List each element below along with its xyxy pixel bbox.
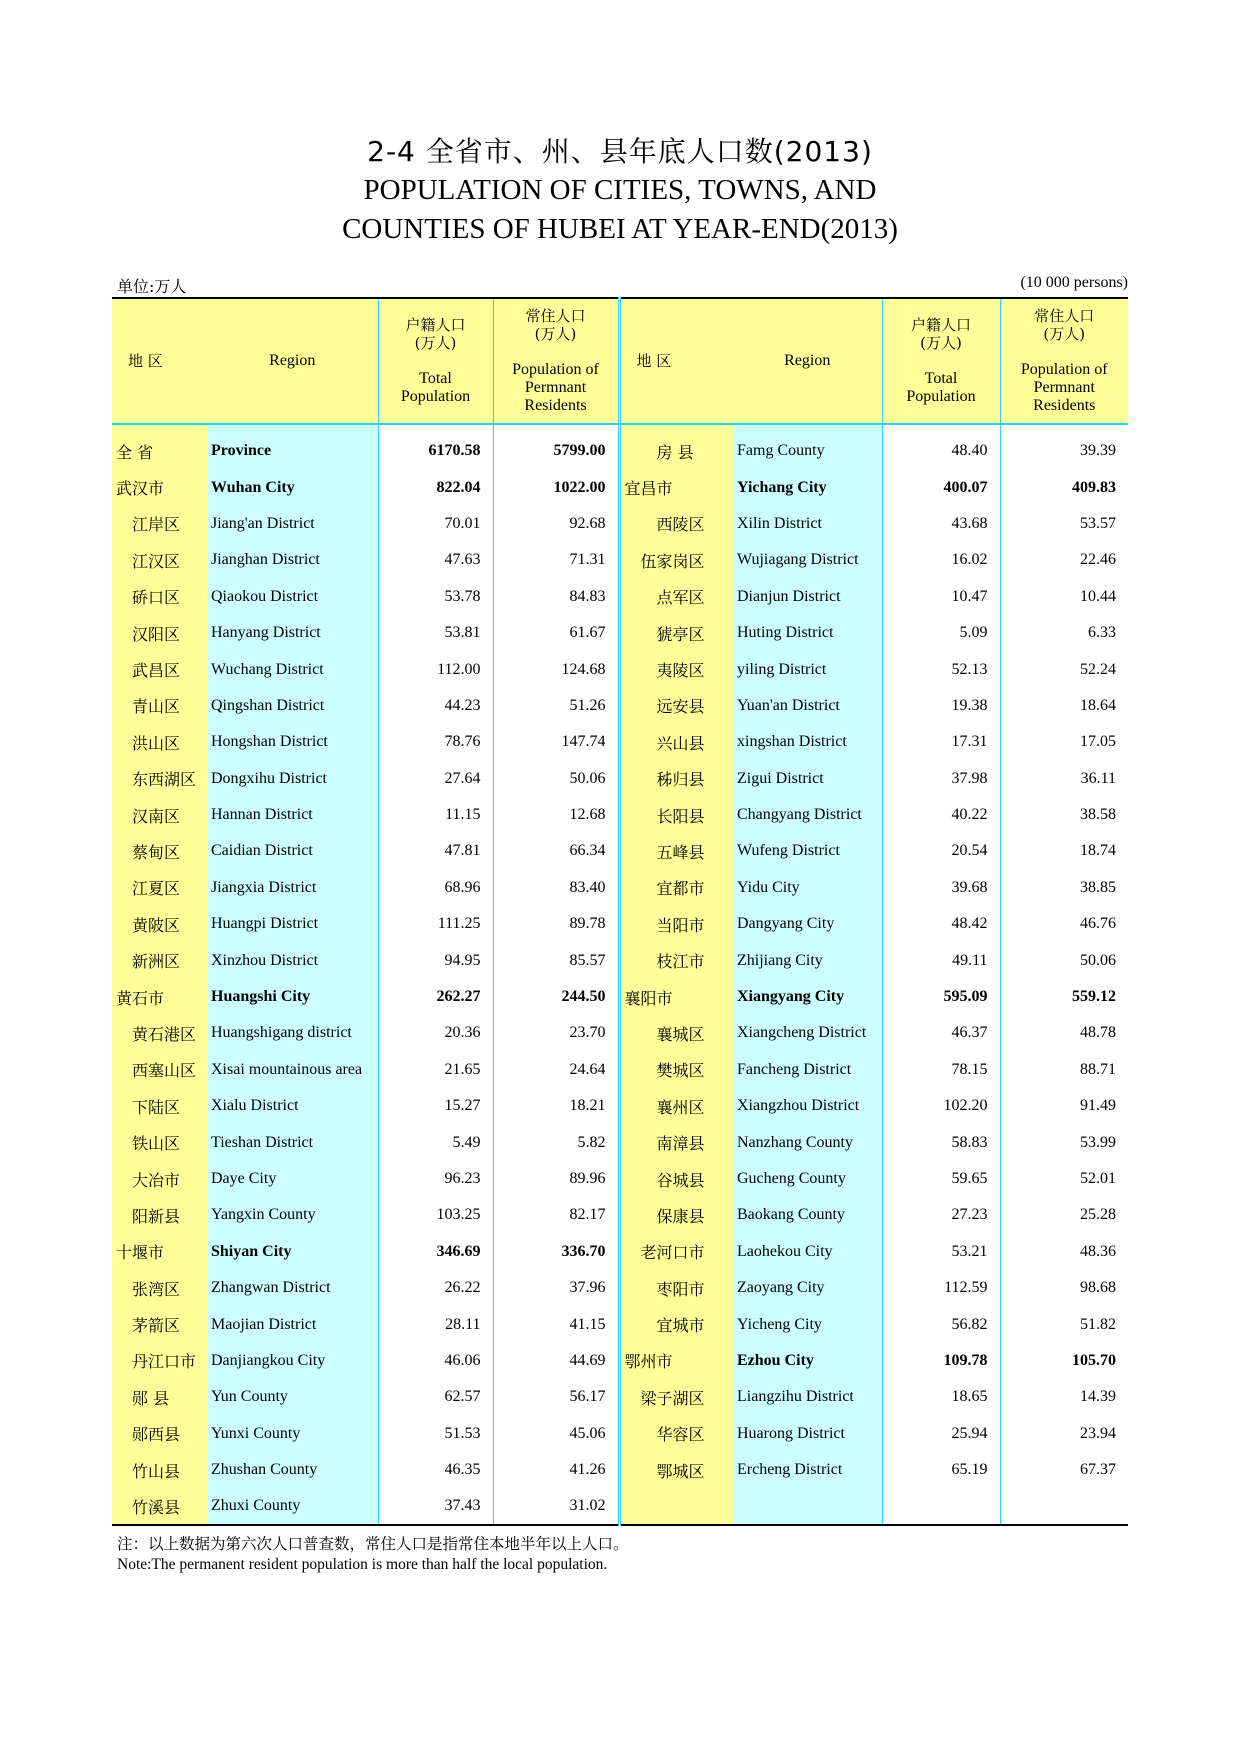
region-en-cell: Wujiagang District (733, 542, 882, 578)
region-en-cell: Zhushan County (207, 1452, 378, 1488)
region-en-cell: Yangxin County (207, 1197, 378, 1233)
note-english: Note:The permanent resident population is more than half the local population. (117, 1556, 608, 1573)
total-population-cell: 28.11 (378, 1306, 493, 1342)
table-row (112, 1124, 1128, 1160)
permanent-population-cell: 91.49 (1080, 1097, 1116, 1115)
permanent-population-cell: 66.34 (493, 833, 619, 869)
header-total-left: 户籍人口 (万人) Total Population (378, 298, 493, 424)
region-zh-cell: 伍家岗区 (619, 542, 733, 578)
region-zh-cell: 房 县 (619, 433, 733, 469)
permanent-population-cell: 45.06 (493, 1416, 619, 1452)
total-population-cell: 6170.58 (378, 433, 493, 469)
region-en-cell: Zaoyang City (733, 1270, 882, 1306)
region-en-cell: Yun County (207, 1379, 378, 1415)
table-spacer-row (112, 424, 1128, 433)
permanent-population-cell: 44.69 (493, 1343, 619, 1379)
region-en-cell: Hongshan District (207, 724, 378, 760)
permanent-population-cell: 124.68 (493, 651, 619, 687)
total-population-cell: 78.76 (378, 724, 493, 760)
region-zh-cell: 铁山区 (112, 1124, 207, 1160)
region-en-cell: Wufeng District (733, 833, 882, 869)
total-population-cell: 19.38 (882, 688, 1000, 724)
region-en-cell: Caidian District (207, 833, 378, 869)
total-population-cell: 346.69 (378, 1234, 493, 1270)
total-population-cell: 26.22 (378, 1270, 493, 1306)
region-en-cell: Yuan'an District (733, 688, 882, 724)
permanent-population-cell: 36.11 (1080, 769, 1116, 787)
total-population-cell: 262.27 (378, 979, 493, 1015)
total-population-cell: 70.01 (378, 506, 493, 542)
permanent-population-cell: 98.68 (1080, 1279, 1116, 1297)
total-population-cell: 112.59 (882, 1270, 1000, 1306)
permanent-population-cell: 53.57 (1080, 514, 1116, 532)
region-en-cell: Huangshi City (207, 979, 378, 1015)
table-row (112, 615, 1128, 651)
region-en-cell: Laohekou City (733, 1234, 882, 1270)
region-en-cell: Xiangcheng District (733, 1015, 882, 1051)
total-population-cell: 94.95 (378, 942, 493, 978)
total-population-cell: 51.53 (378, 1416, 493, 1452)
total-population-cell: 103.25 (378, 1197, 493, 1233)
region-en-cell: Xilin District (733, 506, 882, 542)
region-en-cell: Famg County (733, 433, 882, 469)
unit-label-chinese: 单位:万人 (117, 277, 187, 296)
total-population-cell: 112.00 (378, 651, 493, 687)
permanent-population-cell (1000, 1488, 1128, 1524)
permanent-population-cell: 105.70 (1072, 1351, 1116, 1369)
header-perm-right: 常住人口 (万人) Population of Permnant Residents (1000, 298, 1128, 424)
region-zh-cell: 郧西县 (112, 1416, 207, 1452)
permanent-population-cell: 6.33 (1088, 624, 1116, 642)
total-population-cell: 46.35 (378, 1452, 493, 1488)
region-zh-cell: 洪山区 (112, 724, 207, 760)
region-zh-cell: 张湾区 (112, 1270, 207, 1306)
table-body (112, 424, 1128, 1525)
region-zh-cell: 襄城区 (619, 1015, 733, 1051)
permanent-population-cell: 37.96 (493, 1270, 619, 1306)
region-en-cell: Jiang'an District (207, 506, 378, 542)
region-en-cell: Dongxihu District (207, 761, 378, 797)
title-chinese: 2-4 全省市、州、县年底人口数(2013) (367, 135, 873, 168)
region-zh-cell: 长阳县 (619, 797, 733, 833)
table-row (112, 797, 1128, 833)
table-row (112, 1088, 1128, 1124)
permanent-population-cell: 336.70 (493, 1234, 619, 1270)
region-zh-cell: 保康县 (619, 1197, 733, 1233)
total-population-cell: 11.15 (378, 797, 493, 833)
total-population-cell: 53.21 (882, 1234, 1000, 1270)
permanent-population-cell: 48.36 (1080, 1242, 1116, 1260)
table-row (112, 651, 1128, 687)
region-en-cell: Hanyang District (207, 615, 378, 651)
region-zh-cell: 竹溪县 (112, 1488, 207, 1524)
region-zh-cell: 南漳县 (619, 1124, 733, 1160)
region-zh-cell: 五峰县 (619, 833, 733, 869)
table-row (112, 724, 1128, 760)
region-zh-cell: 江夏区 (112, 870, 207, 906)
region-en-cell: Changyang District (733, 797, 882, 833)
region-en-cell: Zigui District (733, 761, 882, 797)
region-zh-cell: 枣阳市 (619, 1270, 733, 1306)
permanent-population-cell: 23.94 (1080, 1424, 1116, 1442)
table-row (112, 1015, 1128, 1051)
permanent-population-cell: 82.17 (493, 1197, 619, 1233)
permanent-population-cell: 17.05 (1080, 733, 1116, 751)
permanent-population-cell: 50.06 (1080, 951, 1116, 969)
permanent-population-cell: 50.06 (493, 761, 619, 797)
total-population-cell: 37.98 (882, 761, 1000, 797)
region-zh-cell: 西陵区 (619, 506, 733, 542)
table-row (112, 761, 1128, 797)
permanent-population-cell: 46.76 (1080, 915, 1116, 933)
permanent-population-cell: 51.26 (493, 688, 619, 724)
total-population-cell: 37.43 (378, 1488, 493, 1524)
permanent-population-cell: 5799.00 (493, 433, 619, 469)
region-zh-cell: 谷城县 (619, 1161, 733, 1197)
region-en-cell: Huangshigang district (207, 1015, 378, 1051)
total-population-cell: 59.65 (882, 1161, 1000, 1197)
permanent-population-cell: 48.78 (1080, 1024, 1116, 1042)
permanent-population-cell: 14.39 (1080, 1388, 1116, 1406)
region-zh-cell: 丹江口市 (112, 1343, 207, 1379)
region-zh-cell: 宜城市 (619, 1306, 733, 1342)
region-zh-cell: 华容区 (619, 1416, 733, 1452)
region-zh-cell: 猇亭区 (619, 615, 733, 651)
region-zh-cell: 黄陂区 (112, 906, 207, 942)
permanent-population-cell: 56.17 (493, 1379, 619, 1415)
permanent-population-cell: 31.02 (493, 1488, 619, 1524)
region-en-cell: Xinzhou District (207, 942, 378, 978)
region-en-cell: Daye City (207, 1161, 378, 1197)
region-zh-cell: 秭归县 (619, 761, 733, 797)
population-table (112, 297, 1128, 1526)
table-row (112, 1197, 1128, 1233)
title-english-line1: POPULATION OF CITIES, TOWNS, AND (363, 174, 877, 206)
region-en-cell: Shiyan City (207, 1234, 378, 1270)
permanent-population-cell: 18.21 (493, 1088, 619, 1124)
region-en-cell: Yicheng City (733, 1306, 882, 1342)
total-population-cell: 48.42 (882, 906, 1000, 942)
table-row (112, 1416, 1128, 1452)
permanent-population-cell: 92.68 (493, 506, 619, 542)
region-zh-cell: 黄石市 (112, 979, 207, 1015)
permanent-population-cell: 88.71 (1080, 1060, 1116, 1078)
permanent-population-cell: 147.74 (493, 724, 619, 760)
total-population-cell: 46.37 (882, 1015, 1000, 1051)
table-row (112, 1343, 1128, 1379)
region-en-cell: Danjiangkou City (207, 1343, 378, 1379)
total-population-cell: 20.54 (882, 833, 1000, 869)
table-row (112, 1452, 1128, 1488)
region-en-cell: Zhangwan District (207, 1270, 378, 1306)
permanent-population-cell: 25.28 (1080, 1206, 1116, 1224)
region-en-cell: Maojian District (207, 1306, 378, 1342)
permanent-population-cell: 52.24 (1080, 660, 1116, 678)
table-row (112, 833, 1128, 869)
region-zh-cell: 襄州区 (619, 1088, 733, 1124)
permanent-population-cell: 24.64 (493, 1052, 619, 1088)
region-zh-cell: 大冶市 (112, 1161, 207, 1197)
permanent-population-cell: 51.82 (1080, 1315, 1116, 1333)
region-zh-cell: 枝江市 (619, 942, 733, 978)
total-population-cell: 56.82 (882, 1306, 1000, 1342)
region-en-cell: Gucheng County (733, 1161, 882, 1197)
total-population-cell: 47.81 (378, 833, 493, 869)
region-zh-cell: 夷陵区 (619, 651, 733, 687)
total-population-cell: 5.09 (882, 615, 1000, 651)
region-en-cell: Xisai mountainous area (207, 1052, 378, 1088)
total-population-cell: 25.94 (882, 1416, 1000, 1452)
total-population-cell: 53.78 (378, 579, 493, 615)
region-en-cell: Yichang City (733, 469, 882, 505)
region-zh-cell: 竹山县 (112, 1452, 207, 1488)
table-row (112, 942, 1128, 978)
region-en-cell: Nanzhang County (733, 1124, 882, 1160)
total-population-cell: 78.15 (882, 1052, 1000, 1088)
header-total-right: 户籍人口 (万人) Total Population (882, 298, 1000, 424)
region-zh-cell: 下陆区 (112, 1088, 207, 1124)
total-population-cell: 102.20 (882, 1088, 1000, 1124)
table-row (112, 979, 1128, 1015)
header-region-en-left: Region (207, 298, 378, 424)
table-row (112, 1052, 1128, 1088)
table-row (112, 688, 1128, 724)
region-en-cell: Xialu District (207, 1088, 378, 1124)
region-en-cell: Xiangzhou District (733, 1088, 882, 1124)
permanent-population-cell: 89.78 (493, 906, 619, 942)
region-en-cell: Jianghan District (207, 542, 378, 578)
region-en-cell: Zhuxi County (207, 1488, 378, 1524)
total-population-cell: 65.19 (882, 1452, 1000, 1488)
region-en-cell: Qiaokou District (207, 579, 378, 615)
permanent-population-cell: 38.58 (1080, 806, 1116, 824)
permanent-population-cell: 409.83 (1072, 478, 1116, 496)
region-zh-cell: 青山区 (112, 688, 207, 724)
header-region-zh-right: 地 区 (619, 298, 733, 424)
permanent-population-cell: 85.57 (493, 942, 619, 978)
table-row (112, 1234, 1128, 1270)
table-row (112, 1270, 1128, 1306)
region-zh-cell: 鄂州市 (619, 1343, 733, 1379)
region-zh-cell: 汉阳区 (112, 615, 207, 651)
total-population-cell: 48.40 (882, 433, 1000, 469)
permanent-population-cell: 1022.00 (493, 469, 619, 505)
note-chinese: 注：以上数据为第六次人口普查数，常住人口是指常住本地半年以上人口。 (117, 1535, 629, 1553)
permanent-population-cell: 18.74 (1080, 842, 1116, 860)
total-population-cell: 16.02 (882, 542, 1000, 578)
region-zh-cell: 黄石港区 (112, 1015, 207, 1051)
total-population-cell: 17.31 (882, 724, 1000, 760)
total-population-cell: 109.78 (882, 1343, 1000, 1379)
permanent-population-cell: 22.46 (1080, 551, 1116, 569)
permanent-population-cell: 61.67 (493, 615, 619, 651)
permanent-population-cell: 41.26 (493, 1452, 619, 1488)
region-zh-cell (619, 1488, 733, 1524)
total-population-cell: 21.65 (378, 1052, 493, 1088)
table-row (112, 542, 1128, 578)
region-zh-cell: 远安县 (619, 688, 733, 724)
region-zh-cell: 武昌区 (112, 651, 207, 687)
region-en-cell: Dianjun District (733, 579, 882, 615)
total-population-cell: 18.65 (882, 1379, 1000, 1415)
permanent-population-cell: 12.68 (493, 797, 619, 833)
permanent-population-cell: 89.96 (493, 1161, 619, 1197)
region-en-cell: Tieshan District (207, 1124, 378, 1160)
total-population-cell: 27.23 (882, 1197, 1000, 1233)
region-en-cell: Yunxi County (207, 1416, 378, 1452)
region-zh-cell: 老河口市 (619, 1234, 733, 1270)
table-row (112, 469, 1128, 505)
region-en-cell: Huarong District (733, 1416, 882, 1452)
table-row (112, 870, 1128, 906)
total-population-cell: 10.47 (882, 579, 1000, 615)
region-en-cell: Baokang County (733, 1197, 882, 1233)
header-region-en-right: Region (733, 298, 882, 424)
region-zh-cell: 全 省 (112, 433, 207, 469)
permanent-population-cell: 39.39 (1080, 442, 1116, 460)
region-zh-cell: 江岸区 (112, 506, 207, 542)
permanent-population-cell: 559.12 (1072, 988, 1116, 1006)
region-zh-cell: 兴山县 (619, 724, 733, 760)
permanent-population-cell: 83.40 (493, 870, 619, 906)
total-population-cell: 46.06 (378, 1343, 493, 1379)
total-population-cell: 400.07 (882, 469, 1000, 505)
header-perm-left: 常住人口 (万人) Population of Permnant Residents (493, 298, 619, 424)
unit-label-english: (10 000 persons) (1020, 274, 1128, 291)
region-en-cell: xingshan District (733, 724, 882, 760)
total-population-cell: 595.09 (882, 979, 1000, 1015)
region-zh-cell: 当阳市 (619, 906, 733, 942)
total-population-cell: 58.83 (882, 1124, 1000, 1160)
region-en-cell: Zhijiang City (733, 942, 882, 978)
table-header-row (112, 298, 1128, 424)
permanent-population-cell: 38.85 (1080, 878, 1116, 896)
region-en-cell: Hannan District (207, 797, 378, 833)
region-en-cell: Huangpi District (207, 906, 378, 942)
permanent-population-cell: 10.44 (1080, 587, 1116, 605)
total-population-cell: 96.23 (378, 1161, 493, 1197)
region-zh-cell: 江汉区 (112, 542, 207, 578)
region-zh-cell: 硚口区 (112, 579, 207, 615)
table-row (112, 506, 1128, 542)
total-population-cell: 44.23 (378, 688, 493, 724)
region-zh-cell: 阳新县 (112, 1197, 207, 1233)
header-region-zh-left: 地 区 (112, 298, 207, 424)
region-zh-cell: 宜都市 (619, 870, 733, 906)
region-zh-cell: 宜昌市 (619, 469, 733, 505)
permanent-population-cell: 23.70 (493, 1015, 619, 1051)
permanent-population-cell: 18.64 (1080, 696, 1116, 714)
total-population-cell: 52.13 (882, 651, 1000, 687)
region-zh-cell: 郧 县 (112, 1379, 207, 1415)
total-population-cell: 43.68 (882, 506, 1000, 542)
table-row (112, 433, 1128, 469)
total-population-cell: 62.57 (378, 1379, 493, 1415)
region-en-cell: Qingshan District (207, 688, 378, 724)
table-row (112, 1161, 1128, 1197)
region-en-cell (733, 1488, 882, 1524)
title-english-line2: COUNTIES OF HUBEI AT YEAR-END(2013) (342, 213, 898, 245)
table-row (112, 1379, 1128, 1415)
total-population-cell: 39.68 (882, 870, 1000, 906)
total-population-cell: 27.64 (378, 761, 493, 797)
region-zh-cell: 十堰市 (112, 1234, 207, 1270)
region-zh-cell: 樊城区 (619, 1052, 733, 1088)
region-en-cell: Ercheng District (733, 1452, 882, 1488)
total-population-cell: 49.11 (882, 942, 1000, 978)
permanent-population-cell: 67.37 (1080, 1461, 1116, 1479)
table-row (112, 579, 1128, 615)
total-population-cell (882, 1488, 1000, 1524)
region-en-cell: Dangyang City (733, 906, 882, 942)
region-zh-cell: 鄂城区 (619, 1452, 733, 1488)
region-en-cell: Wuhan City (207, 469, 378, 505)
total-population-cell: 822.04 (378, 469, 493, 505)
region-zh-cell: 茅箭区 (112, 1306, 207, 1342)
region-en-cell: Ezhou City (733, 1343, 882, 1379)
table-row (112, 1306, 1128, 1342)
permanent-population-cell: 41.15 (493, 1306, 619, 1342)
table-row (112, 906, 1128, 942)
region-en-cell: Jiangxia District (207, 870, 378, 906)
region-en-cell: Wuchang District (207, 651, 378, 687)
region-en-cell: yiling District (733, 651, 882, 687)
region-en-cell: Yidu City (733, 870, 882, 906)
permanent-population-cell: 71.31 (493, 542, 619, 578)
region-en-cell: Province (207, 433, 378, 469)
region-zh-cell: 梁子湖区 (619, 1379, 733, 1415)
total-population-cell: 47.63 (378, 542, 493, 578)
region-zh-cell: 东西湖区 (112, 761, 207, 797)
permanent-population-cell: 5.82 (493, 1124, 619, 1160)
total-population-cell: 20.36 (378, 1015, 493, 1051)
total-population-cell: 5.49 (378, 1124, 493, 1160)
permanent-population-cell: 244.50 (493, 979, 619, 1015)
total-population-cell: 40.22 (882, 797, 1000, 833)
region-zh-cell: 汉南区 (112, 797, 207, 833)
region-zh-cell: 西塞山区 (112, 1052, 207, 1088)
total-population-cell: 111.25 (378, 906, 493, 942)
region-zh-cell: 襄阳市 (619, 979, 733, 1015)
region-en-cell: Liangzihu District (733, 1379, 882, 1415)
region-zh-cell: 点军区 (619, 579, 733, 615)
permanent-population-cell: 84.83 (493, 579, 619, 615)
permanent-population-cell: 53.99 (1080, 1133, 1116, 1151)
region-en-cell: Huting District (733, 615, 882, 651)
region-zh-cell: 蔡甸区 (112, 833, 207, 869)
total-population-cell: 15.27 (378, 1088, 493, 1124)
region-zh-cell: 新洲区 (112, 942, 207, 978)
total-population-cell: 68.96 (378, 870, 493, 906)
table-row (112, 1488, 1128, 1524)
total-population-cell: 53.81 (378, 615, 493, 651)
permanent-population-cell: 52.01 (1080, 1170, 1116, 1187)
region-zh-cell: 武汉市 (112, 469, 207, 505)
region-en-cell: Fancheng District (733, 1052, 882, 1088)
region-en-cell: Xiangyang City (733, 979, 882, 1015)
